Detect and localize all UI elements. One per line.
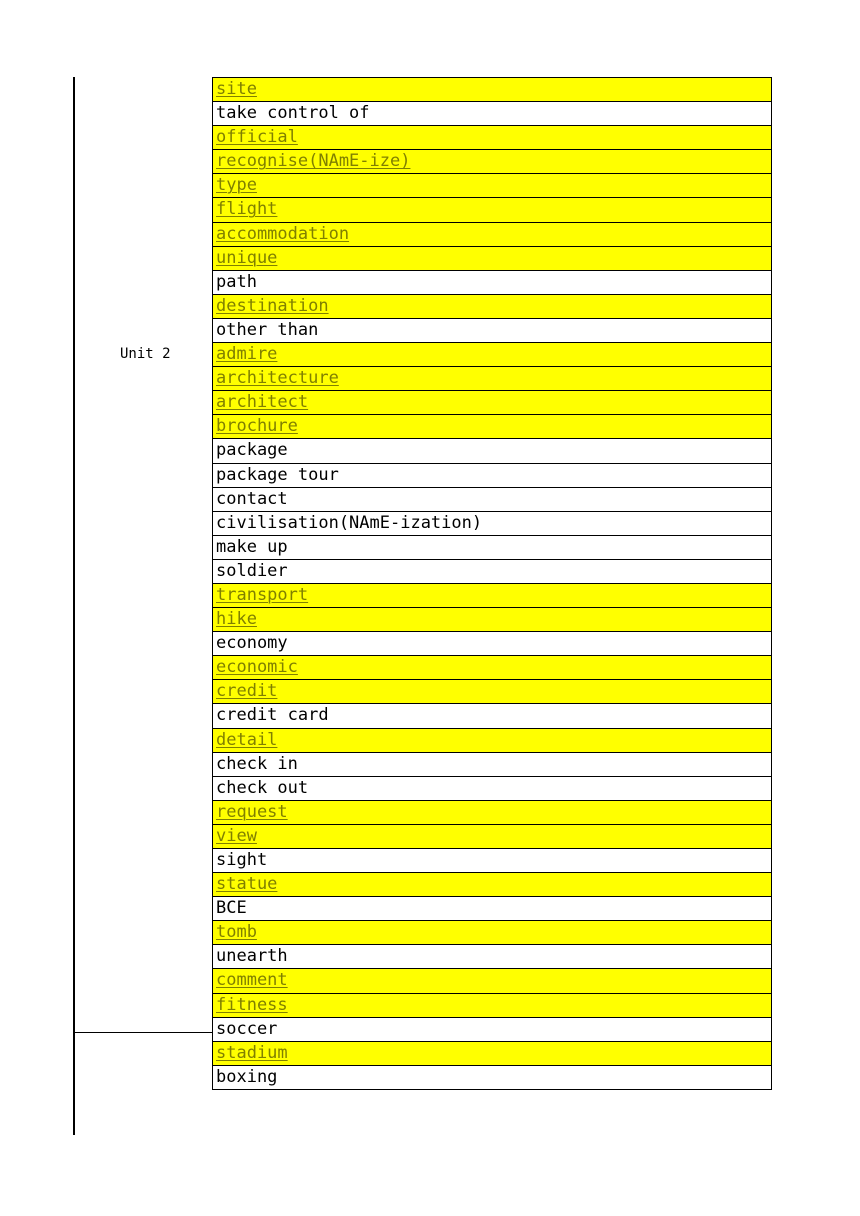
- vocab-row: [213, 102, 771, 126]
- vocab-word: soldier: [216, 560, 288, 581]
- vocab-row: [213, 1042, 771, 1066]
- vocab-word: recognise(NAmE-ize): [216, 151, 411, 172]
- vocab-word: accommodation: [216, 223, 350, 244]
- vocab-word: request: [216, 801, 288, 822]
- vocab-word: brochure: [216, 416, 298, 437]
- vocab-row: [213, 945, 771, 969]
- vocab-row: [213, 536, 771, 560]
- unit-label: Unit 2: [120, 346, 171, 362]
- vocab-word: destination: [216, 295, 329, 316]
- vocab-word: other than: [216, 319, 319, 340]
- vocab-row: [213, 247, 771, 271]
- vocab-word: admire: [216, 344, 278, 365]
- vocab-word: stadium: [216, 1042, 288, 1063]
- vocab-row: [213, 488, 771, 512]
- vocab-row: [213, 656, 771, 680]
- vocab-word: package tour: [216, 464, 339, 485]
- vocab-row: [213, 78, 771, 102]
- vocab-row: [213, 849, 771, 873]
- vocab-word: hike: [216, 609, 257, 630]
- vocab-row: [213, 367, 771, 391]
- vocab-row: [213, 753, 771, 777]
- vocab-row: [213, 704, 771, 728]
- vocab-word: architect: [216, 392, 309, 413]
- vocab-word: package: [216, 440, 288, 461]
- vocab-row: [213, 150, 771, 174]
- vocab-row: [213, 969, 771, 993]
- vocab-word: take control of: [216, 103, 370, 124]
- vocab-row: [213, 512, 771, 536]
- vocab-word: flight: [216, 199, 278, 220]
- vocab-word: tomb: [216, 922, 257, 943]
- vocab-word: unique: [216, 247, 278, 268]
- vocab-word: architecture: [216, 368, 339, 389]
- vocab-word: boxing: [216, 1066, 278, 1087]
- vocab-row: [213, 415, 771, 439]
- vocab-word: civilisation(NAmE-ization): [216, 512, 483, 533]
- vocab-word: detail: [216, 729, 278, 750]
- vocab-word: site: [216, 79, 257, 99]
- vocab-row: [213, 897, 771, 921]
- vocab-row: [213, 271, 771, 295]
- vocab-row: [213, 295, 771, 319]
- vocab-word: fitness: [216, 994, 288, 1015]
- vocab-word: unearth: [216, 946, 288, 967]
- unit-divider-line: [74, 1032, 214, 1033]
- vocab-word: transport: [216, 584, 309, 605]
- vocab-word: type: [216, 175, 257, 196]
- vocab-row: [213, 126, 771, 150]
- vocab-row: [213, 174, 771, 198]
- unit-column-border: [73, 77, 75, 1135]
- vocab-word: official: [216, 127, 298, 148]
- vocab-word: credit: [216, 681, 278, 702]
- vocab-row: [213, 873, 771, 897]
- vocab-row: [213, 1066, 771, 1090]
- vocab-word: sight: [216, 850, 268, 870]
- vocab-word: view: [216, 825, 257, 846]
- vocab-word: economy: [216, 633, 288, 654]
- vocab-row: [213, 994, 771, 1018]
- vocab-row: [213, 391, 771, 415]
- vocab-word: make up: [216, 536, 288, 557]
- vocab-row: [213, 198, 771, 222]
- vocab-row: [213, 223, 771, 247]
- vocab-word: credit card: [216, 705, 329, 726]
- vocab-word: comment: [216, 970, 288, 991]
- vocab-row: [213, 921, 771, 945]
- vocab-word: path: [216, 271, 257, 292]
- vocab-row: [213, 729, 771, 753]
- vocab-row: [213, 560, 771, 584]
- vocab-word: check in: [216, 753, 298, 774]
- vocab-row: [213, 1018, 771, 1042]
- vocab-row: [213, 680, 771, 704]
- vocab-row: [213, 632, 771, 656]
- vocab-row: [213, 584, 771, 608]
- vocab-row: [213, 777, 771, 801]
- vocab-row: [213, 608, 771, 632]
- vocab-word: check out: [216, 777, 309, 798]
- vocab-row: [213, 464, 771, 488]
- vocab-row: [213, 825, 771, 849]
- vocab-word: soccer: [216, 1018, 278, 1039]
- vocab-row: [213, 343, 771, 367]
- vocab-word: statue: [216, 874, 278, 895]
- vocabulary-table: [212, 77, 772, 1090]
- vocab-word: economic: [216, 657, 298, 678]
- vocab-word: BCE: [216, 898, 247, 919]
- vocab-row: [213, 319, 771, 343]
- vocab-row: [213, 439, 771, 463]
- vocab-row: [213, 801, 771, 825]
- vocab-word: contact: [216, 488, 288, 509]
